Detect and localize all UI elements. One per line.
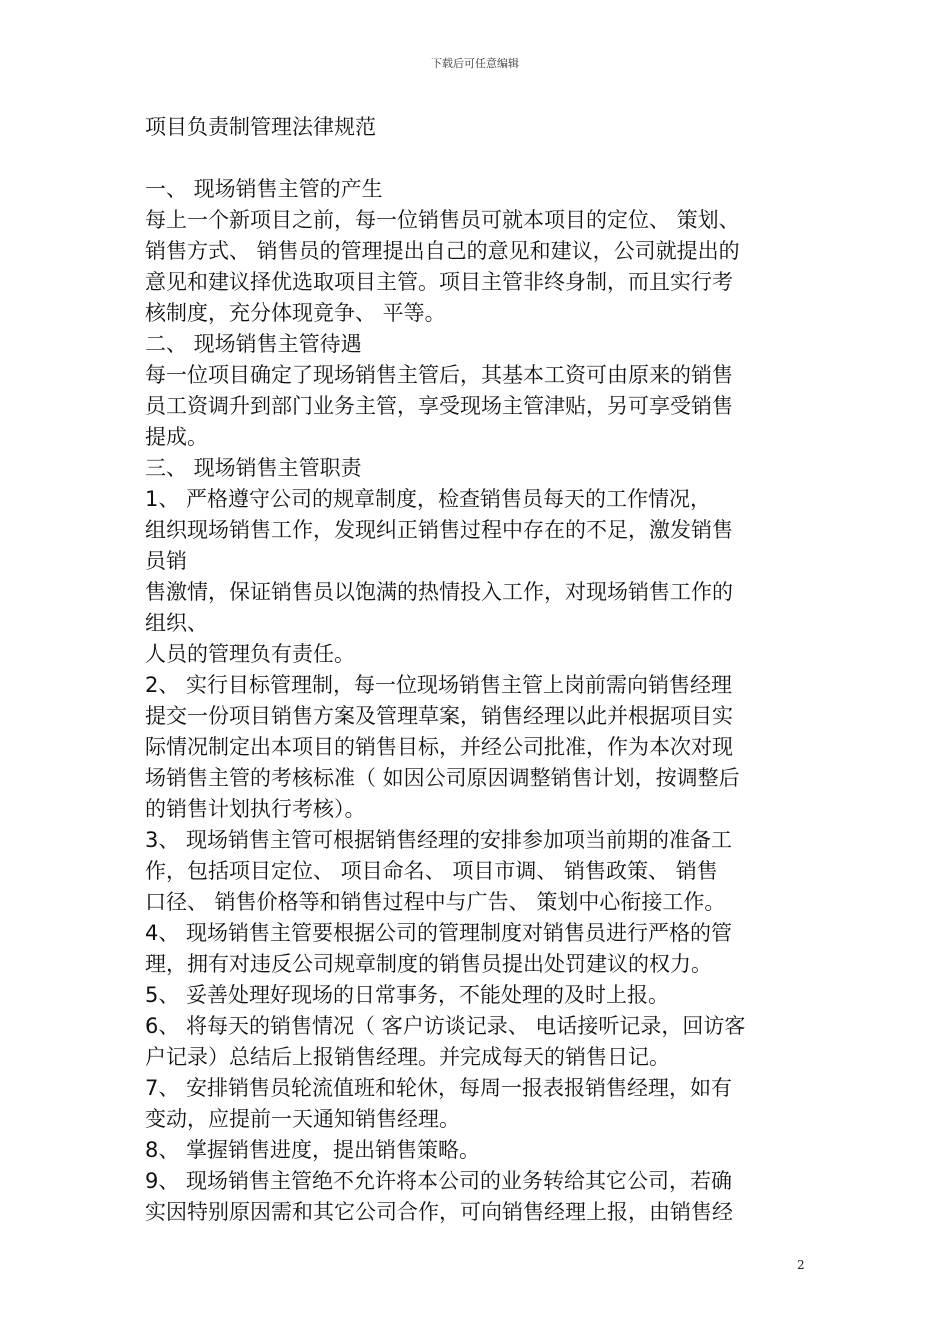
text-line: 组织现场销售工作，发现纠正销售过程中存在的不足，激发销售 — [145, 518, 733, 542]
text-line: 销售方式、 销售员的管理提出自己的意见和建议，公司就提出的 — [145, 239, 740, 263]
document-body — [145, 112, 810, 1228]
text-line: 一、 现场销售主管的产生 — [145, 177, 383, 201]
text-line: 员销 — [145, 549, 187, 573]
text-line: 5、 妥善处理好现场的日常事务，不能处理的及时上报。 — [145, 983, 670, 1007]
document-title: 项目负责制管理法律规范 — [145, 115, 376, 139]
text-line: 员工资调升到部门业务主管，享受现场主管津贴，另可享受销售 — [145, 394, 733, 418]
document-lines — [145, 174, 810, 1228]
text-line: 组织、 — [145, 611, 208, 635]
text-line: 场销售主管的考核标准（ 如因公司原因调整销售计划，按调整后 — [145, 766, 740, 790]
text-line: 理，拥有对违反公司规章制度的销售员提出处罚建议的权力。 — [145, 952, 712, 976]
text-line: 每上一个新项目之前，每一位销售员可就本项目的定位、 策划、 — [145, 208, 740, 232]
text-line: 6、 将每天的销售情况（ 客户访谈记录、 电话接听记录，回访客 — [145, 1014, 746, 1038]
text-line: 7、 安排销售员轮流值班和轮休，每周一报表报销售经理，如有 — [145, 1076, 733, 1100]
text-line: 4、 现场销售主管要根据公司的管理制度对销售员进行严格的管 — [145, 921, 733, 945]
text-line: 三、 现场销售主管职责 — [145, 456, 362, 480]
text-line: 口径、 销售价格等和销售过程中与广告、 策划中心衔接工作。 — [145, 890, 726, 914]
text-line: 户记录）总结后上报销售经理。并完成每天的销售日记。 — [145, 1045, 670, 1069]
text-line: 作，包括项目定位、 项目命名、 项目市调、 销售政策、 销售 — [145, 859, 718, 883]
text-line: 8、 掌握销售进度，提出销售策略。 — [145, 1138, 481, 1162]
text-line: 3、 现场销售主管可根据销售经理的安排参加项当前期的准备工 — [145, 828, 733, 852]
text-line: 提交一份项目销售方案及管理草案，销售经理以此并根据项目实 — [145, 704, 733, 728]
text-line: 9、 现场销售主管绝不允许将本公司的业务转给其它公司，若确 — [145, 1169, 733, 1193]
page-number: 2 — [797, 1258, 805, 1272]
text-line: 每一位项目确定了现场销售主管后，其基本工资可由原来的销售 — [145, 363, 733, 387]
text-line: 提成。 — [145, 425, 208, 449]
text-line: 的销售计划执行考核）。 — [145, 797, 366, 821]
text-line: 人员的管理负有责任。 — [145, 642, 355, 666]
text-line: 实因特别原因需和其它公司合作，可向销售经理上报，由销售经 — [145, 1200, 733, 1224]
text-line: 际情况制定出本项目的销售目标，并经公司批准，作为本次对现 — [145, 735, 733, 759]
text-line: 2、 实行目标管理制，每一位现场销售主管上岗前需向销售经理 — [145, 673, 733, 697]
text-line: 1、 严格遵守公司的规章制度，检查销售员每天的工作情况， — [145, 487, 712, 511]
page-header: 下载后可任意编辑 — [431, 57, 519, 70]
text-line: 变动，应提前一天通知销售经理。 — [145, 1107, 460, 1131]
text-line: 售激情，保证销售员以饱满的热情投入工作，对现场销售工作的 — [145, 580, 733, 604]
text-line: 核制度，充分体现竟争、 平等。 — [145, 301, 446, 325]
text-line: 意见和建议择优选取项目主管。项目主管非终身制，而且实行考 — [145, 270, 733, 294]
text-line: 二、 现场销售主管待遇 — [145, 332, 362, 356]
